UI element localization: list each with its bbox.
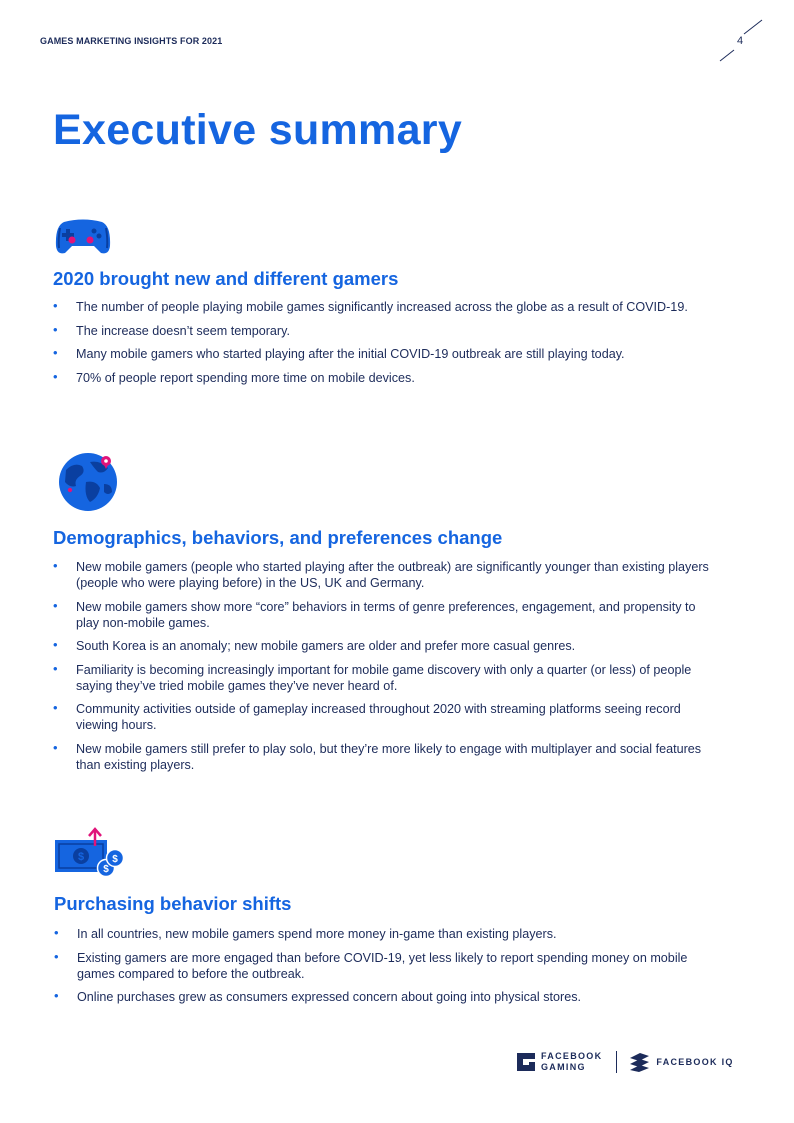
list-item: • Familiarity is becoming increasingly important for mobile game discovery with only a quarter (or less) of people saying they’ve tried mobile games they’ve never heard of. [53,662,713,694]
footer-divider [616,1051,617,1073]
facebook-gaming-logo [541,1051,602,1073]
bullet-list-demographics [53,559,713,780]
facebook-iq-logo-icon [629,1052,650,1072]
report-header: GAMES MARKETING INSIGHTS FOR 2021 [40,36,223,46]
facebook-gaming-logo-line2: GAMING [541,1062,586,1072]
list-item: • New mobile gamers show more “core” behaviors in terms of genre preferences, engagement, and propensity to play non-mobile games. [53,599,713,631]
list-item: • In all countries, new mobile gamers spend more money in-game than existing players. [54,926,714,942]
bullet-list-purchasing [54,926,714,1013]
page-number-label: 4 [737,35,744,47]
globe-icon [56,452,120,519]
list-item: • New mobile gamers (people who started playing after the outbreak) are significantly younger than existing players (people who were playing before) in the US, UK and Germany. [53,559,713,591]
footer-logos [516,1050,734,1074]
section-heading-purchasing: Purchasing behavior shifts [54,893,292,914]
svg-text:$: $ [103,864,109,875]
page-title: Executive summary [53,106,463,154]
list-item: • Existing gamers are more engaged than before COVID-19, yet less likely to report spending money on mobile games compared to before the outbreak. [54,950,714,982]
section-heading-demographics: Demographics, behaviors, and preferences change [53,527,503,548]
facebook-iq-logo: FACEBOOK IQ [656,1056,734,1067]
facebook-gaming-logo-icon [516,1052,536,1072]
svg-text:$: $ [112,854,118,865]
money-icon [54,826,126,885]
list-item: • South Korea is an anomaly; new mobile gamers are older and prefer more casual genres. [53,638,713,654]
page-number [718,18,766,64]
list-item: • Online purchases grew as consumers expressed concern about going into physical stores. [54,989,714,1005]
gamepad-icon [54,218,112,261]
bullet-list-new-gamers [53,299,713,393]
list-item: • New mobile gamers still prefer to play solo, but they’re more likely to engage with multiplayer and social features than existing players. [53,741,713,773]
list-item: • Community activities outside of gameplay increased throughout 2020 with streaming platforms seeing record viewing hours. [53,701,713,733]
section-heading-new-gamers: 2020 brought new and different gamers [53,268,399,289]
list-item: • The increase doesn’t seem temporary. [53,323,713,339]
list-item: • Many mobile gamers who started playing after the initial COVID-19 outbreak are still playing today. [53,346,713,362]
list-item: • 70% of people report spending more time on mobile devices. [53,370,713,386]
facebook-gaming-logo-line1: FACEBOOK [541,1051,603,1061]
list-item: • The number of people playing mobile games significantly increased across the globe as a result of COVID-19. [53,299,713,315]
svg-text:$: $ [77,851,85,863]
